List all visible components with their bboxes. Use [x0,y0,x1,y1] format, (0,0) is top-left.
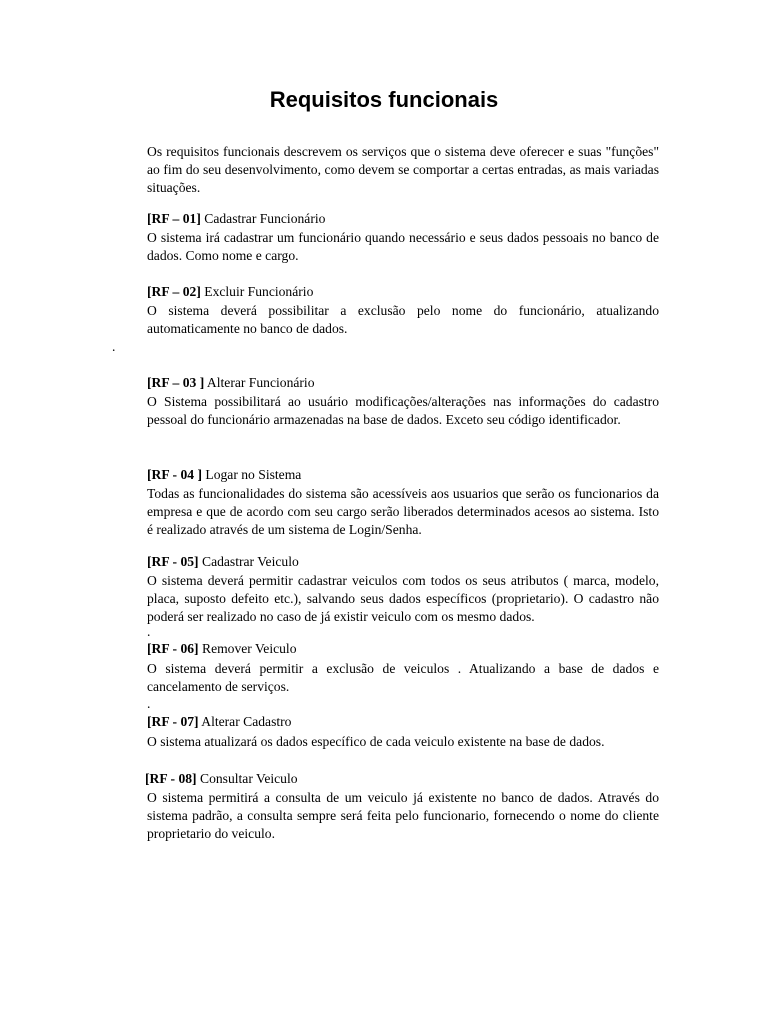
requirement-name: Consultar Veiculo [200,771,298,786]
requirement-name: Remover Veiculo [202,641,297,656]
requirement-heading-rf02 [147,283,659,301]
requirement-description-rf08: O sistema permitirá a consulta de um veiculo já existente no banco de dados. Através do sistema padrão, a consulta sempre será feita pelo funcionario, fornecendo o nome do cliente proprietario do veiculo. [147,790,659,841]
requirement-name: Alterar Cadastro [201,714,292,729]
stray-dot: . [147,696,151,711]
requirement-name: Excluir Funcionário [204,284,314,299]
requirement-description-rf03: O Sistema possibilitará ao usuário modificações/alterações nas informações do cadastro pessoal do funcionário armazenadas na base de dados. Exceto seu código identificador. [147,394,659,427]
requirement-code: [RF - 04 ] [147,467,202,482]
requirement-description-rf07: O sistema atualizará os dados específico de cada veiculo existente na base de dados. [147,734,605,749]
requirement-name: Cadastrar Veiculo [202,554,299,569]
requirement-description-rf02: O sistema deverá possibilitar a exclusão pelo nome do funcionário, atualizando automaticamente no banco de dados. [147,303,659,336]
requirement-code: [RF – 02] [147,284,201,299]
requirement-name: Logar no Sistema [205,467,302,482]
requirement-heading-rf06 [147,640,659,658]
requirement-heading-rf07 [147,713,659,731]
requirement-heading-rf04 [147,466,659,484]
stray-dot: . [112,339,116,354]
stray-dot: . [147,624,151,639]
requirement-heading-rf05 [147,553,659,571]
requirement-name: Cadastrar Funcionário [204,211,326,226]
requirement-heading-rf08 [145,770,657,788]
requirement-code: [RF - 07] [147,714,199,729]
requirement-description-rf06: O sistema deverá permitir a exclusão de veiculos . Atualizando a base de dados e cancelamento de serviços. [147,661,659,694]
requirement-code: [RF – 03 ] [147,375,205,390]
requirement-description-rf01: O sistema irá cadastrar um funcionário quando necessário e seus dados pessoais no banco de dados. Como nome e cargo. [147,230,659,263]
requirement-description-rf05: O sistema deverá permitir cadastrar veiculos com todos os seus atributos ( marca, modelo, placa, suposto defeito etc.), salvando seus dados específicos (proprietario). O cadastro não poderá ser realizado no caso de já existir veiculo com os mesmo dados. [147,573,659,624]
requirement-code: [RF - 06] [147,641,199,656]
requirement-code: [RF - 08] [145,771,197,786]
requirement-description-rf04: Todas as funcionalidades do sistema são acessíveis aos usuarios que serão os funcionarios da empresa e que de acordo com seu cargo serão liberados determinados acesos ao sistema. Isto é realizado através de um sistema de Login/Senha. [147,486,659,537]
requirement-heading-rf01 [147,210,659,228]
requirement-name: Alterar Funcionário [206,375,315,390]
intro-paragraph: Os requisitos funcionais descrevem os serviços que o sistema deve oferecer e suas "funções" ao fim do seu desenvolvimento, como devem se comportar a certas entradas, as mais variadas situações. [147,144,659,195]
requirement-code: [RF - 05] [147,554,199,569]
requirement-heading-rf03 [147,374,659,392]
page-title: Requisitos funcionais [269,87,499,112]
requirement-code: [RF – 01] [147,211,201,226]
